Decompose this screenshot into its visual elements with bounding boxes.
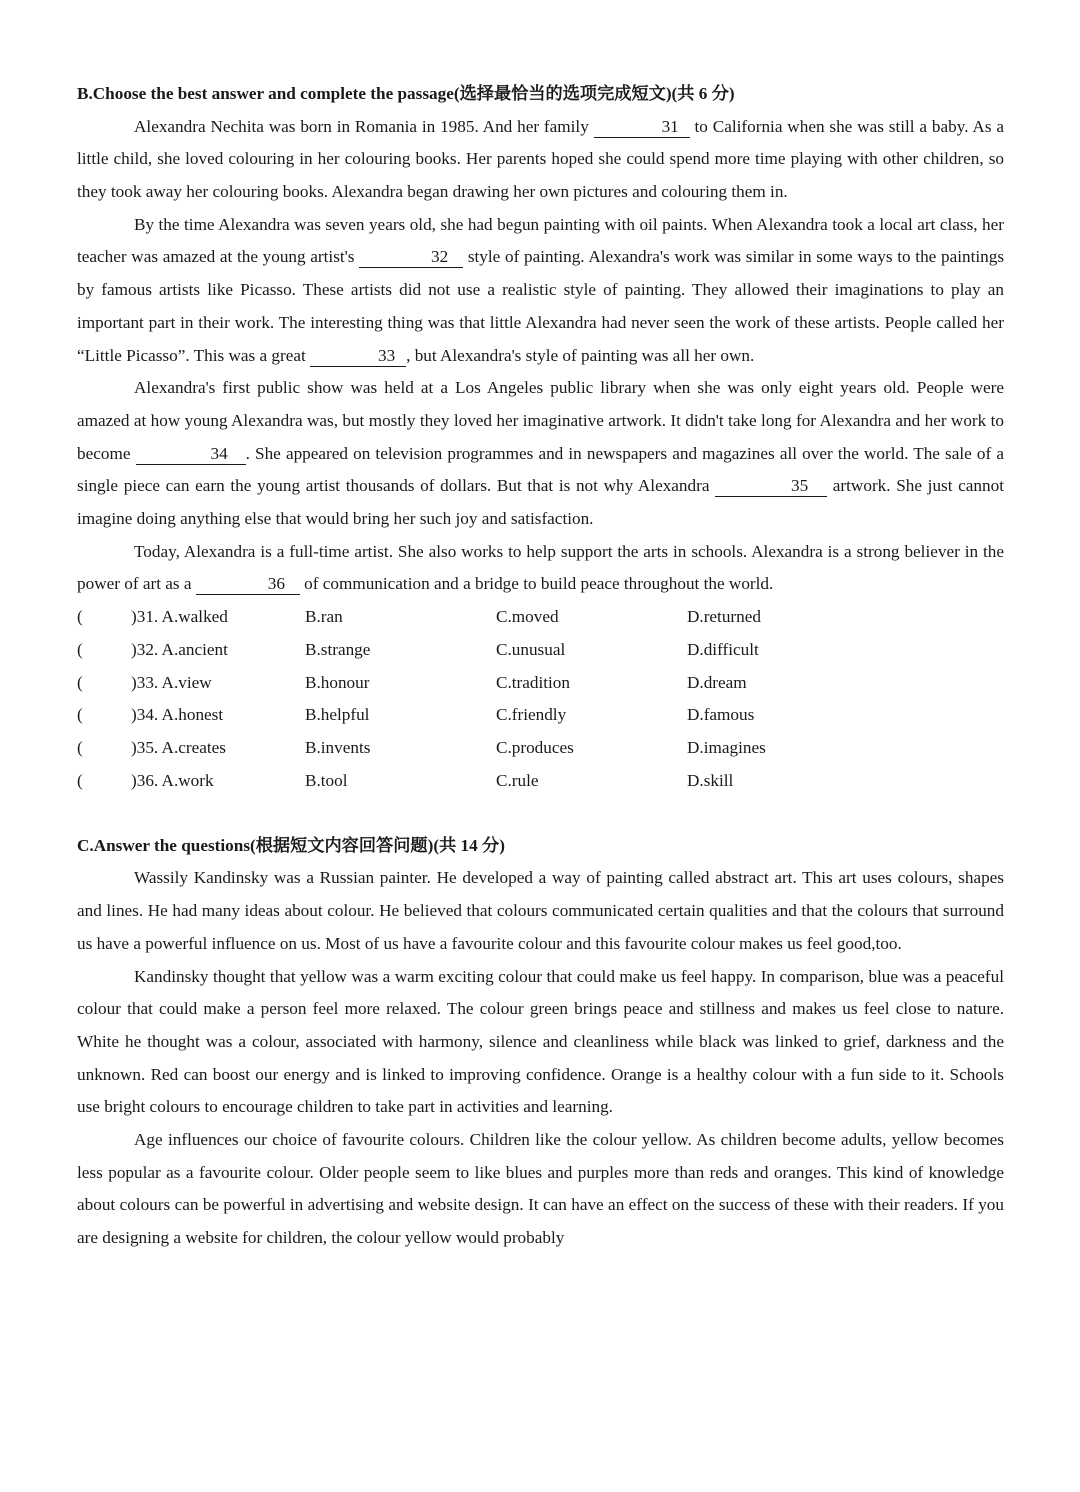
option-d: D.famous [687, 705, 755, 725]
option-row-36 [77, 765, 1004, 798]
option-a: )36. A.work [131, 770, 214, 790]
option-a: )31. A.walked [131, 607, 228, 627]
blank-31: 31 [594, 117, 690, 138]
section-b-paragraph-4 [77, 536, 1004, 601]
option-row-32 [77, 634, 1004, 667]
option-a: )34. A.honest [131, 705, 224, 725]
answer-bracket[interactable]: ( [77, 672, 83, 692]
paragraph-text: Today, Alexandra is a full-time artist. She also works to help support the arts in schools. Alexandra is a strong believer in the power of art as a [77, 541, 1004, 594]
blank-35: 35 [715, 476, 827, 497]
option-b: B.strange [305, 639, 371, 659]
option-b: B.helpful [305, 705, 370, 725]
section-spacer [77, 797, 1004, 830]
option-row-34 [77, 699, 1004, 732]
answer-bracket[interactable]: ( [77, 705, 83, 725]
paragraph-text: style of painting. Alexandra's work was similar in some ways to the paintings by famous artists like Picasso. These artists did not use a realistic style of painting. They allowed their imaginations to play an important part in their work. The interesting thing was that little Alexandra had never seen the work of these artists. People called her “Little Picasso”. This was a great [77, 247, 1005, 365]
option-row-33 [77, 667, 1004, 700]
section-b-heading: B.Choose the best answer and complete the passage(选择最恰当的选项完成短文)(共 6 分) [77, 84, 735, 103]
option-c: C.produces [496, 737, 574, 757]
option-d: D.skill [687, 770, 734, 790]
option-d: D.imagines [687, 737, 766, 757]
paragraph-text: of communication and a bridge to build peace throughout the world. [299, 574, 774, 594]
answer-bracket[interactable]: ( [77, 770, 83, 790]
section-c-paragraph-2: Kandinsky thought that yellow was a warm exciting colour that could make us feel happy. In comparison, blue was a peaceful colour that could make a person feel more relaxed. The colour green brings peace and stillness and makes us feel close to nature. White he thought was a colour, associated with harmony, silence and cleanliness while black was linked to grief, darkness and the unknown. Red can boost our energy and is linked to improving confidence. Orange is a healthy colour with a fun side to it. Schools use bright colours to encourage children to take part in activities and learning. [77, 966, 1004, 1117]
section-b-paragraph-3 [77, 372, 1004, 536]
option-d: D.returned [687, 607, 761, 627]
option-b: B.ran [305, 607, 343, 627]
blank-36: 36 [196, 574, 300, 595]
section-b-paragraph-2 [77, 209, 1004, 373]
option-d: D.dream [687, 672, 747, 692]
section-c-heading: C.Answer the questions(根据短文内容回答问题)(共 14 分) [77, 835, 505, 855]
option-row-31 [77, 601, 1004, 634]
option-a: )33. A.view [131, 672, 212, 692]
option-b: B.tool [305, 770, 348, 790]
blank-33: 33 [310, 346, 406, 367]
answer-bracket[interactable]: ( [77, 607, 83, 627]
section-c-paragraph-3: Age influences our choice of favourite colours. Children like the colour yellow. As children become adults, yellow becomes less popular as a favourite colour. Older people seem to like blues and purples more than reds and oranges. This kind of knowledge about colours can be powerful in advertising and website design. It can have an effect on the success of these with their readers. If you are designing a website for children, the colour yellow would probably [77, 1130, 1004, 1248]
answer-options [77, 601, 1004, 797]
answer-bracket[interactable]: ( [77, 639, 83, 659]
option-b: B.invents [305, 737, 371, 757]
option-c: C.rule [496, 770, 539, 790]
blank-34: 34 [136, 444, 246, 465]
option-c: C.tradition [496, 672, 570, 692]
paragraph-text: artwork. She just cannot imagine doing anything else that would bring her such joy and satisfaction. [77, 476, 1004, 529]
paragraph-text: . She appeared on television programmes and in newspapers and magazines all over the world. The sale of a single piece can earn the young artist thousands of dollars. But that is not why Alexandra [77, 443, 1004, 496]
paragraph-text: , but Alexandra's style of painting was all her own. [406, 345, 755, 365]
option-row-35 [77, 732, 1004, 765]
option-c: C.friendly [496, 705, 567, 725]
option-c: C.moved [496, 607, 559, 627]
option-d: D.difficult [687, 639, 759, 659]
answer-bracket[interactable]: ( [77, 737, 83, 757]
paragraph-text: Alexandra Nechita was born in Romania in 1985. And her family [134, 116, 594, 136]
option-b: B.honour [305, 672, 370, 692]
option-c: C.unusual [496, 639, 566, 659]
paragraph-text: By the time Alexandra was seven years old, she had begun painting with oil paints. When Alexandra took a local art class, her teacher was amazed at the young artist's [77, 214, 1004, 267]
blank-32: 32 [359, 247, 463, 268]
paragraph-text: Alexandra's first public show was held at a Los Angeles public library when she was only eight years old. People were amazed at how young Alexandra was, but mostly they loved her imaginative artwork. It didn't take long for Alexandra and her work to become [77, 378, 1004, 463]
option-a: )32. A.ancient [131, 639, 228, 659]
section-c-paragraph-1: Wassily Kandinsky was a Russian painter. He developed a way of painting called abstract art. This art uses colours, shapes and lines. He had many ideas about colour. He believed that colours communicated certain qualities and that the colours that surround us have a powerful influence on us. Most of us have a favourite colour and this favourite colour makes us feel good,too. [77, 868, 1004, 953]
section-b-paragraph-1 [77, 111, 1004, 209]
option-a: )35. A.creates [131, 737, 226, 757]
paragraph-text: to California when she was still a baby. As a little child, she loved colouring in her colouring books. Her parents hoped she could spend more time playing with other children, so they took away her colouring books. Alexandra began drawing her own pictures and colouring them in. [77, 116, 1004, 201]
